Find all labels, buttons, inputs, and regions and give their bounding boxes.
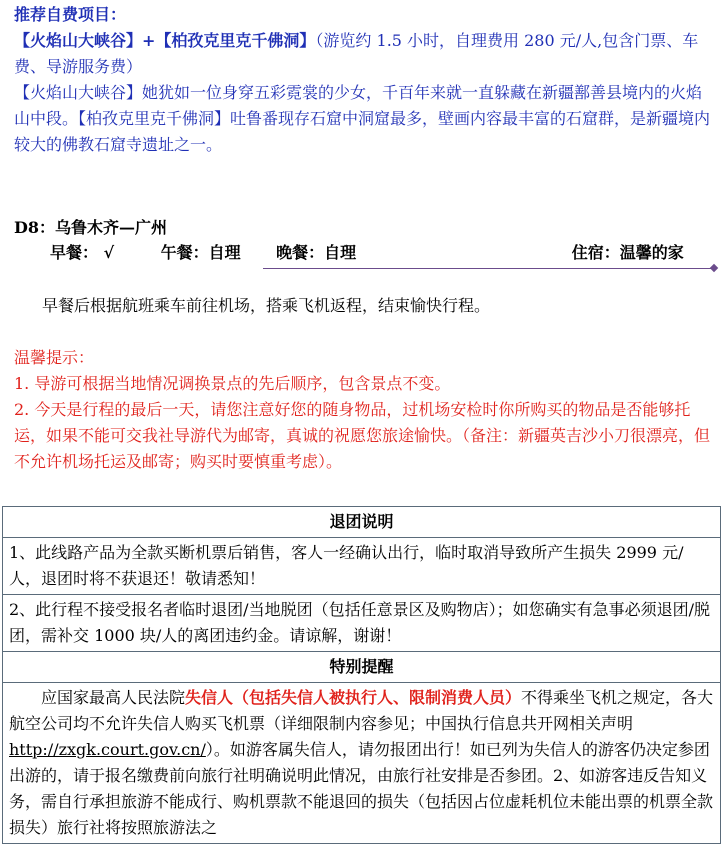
recommend-bold-title: 【火焰山大峡谷】+【柏孜克里克千佛洞】: [14, 31, 316, 50]
hotel-label: 住宿：温馨的家: [571, 243, 684, 262]
court-link[interactable]: http://zxgk.court.gov.cn/: [9, 740, 206, 759]
special-part1: 应国家最高人民法院: [41, 688, 186, 707]
recommend-desc2-name: 【柏孜克里克千佛洞】: [78, 109, 231, 128]
special-heading: 特别提醒: [3, 652, 721, 683]
day-divider: [263, 268, 713, 269]
recommend-line1-rest: （游览约 1.5 小时，自理费用 280 元/人,包含门票、车费、导游服务费）: [14, 31, 699, 76]
recommend-heading: 推荐自费项目：: [14, 5, 127, 24]
recommend-desc: [14, 80, 714, 158]
recommend-line1: [14, 28, 714, 80]
special-text: [3, 683, 721, 844]
divider-diamond-icon: [710, 264, 718, 272]
tips-item-2: 2. 今天是行程的最后一天，请您注意好您的随身物品，过机场安检时你所购买的物品是否能够托运，如果不能可交我社导游代为邮寄，真诚的祝愿您旅途愉快。（备注：新疆英吉沙小刀很漂亮，但不允许机场托运及邮寄；购买时要慎重考虑）。: [14, 400, 711, 471]
tips-item-1: 1. 导游可根据当地情况调换景点的先后顺序，包含景点不变。: [14, 374, 451, 393]
day8-meals: [50, 240, 710, 263]
day8-title: D8：乌鲁木齐—广州: [14, 218, 168, 237]
dinner-label: 晚餐：自理: [276, 243, 357, 262]
refund-item-1: 1、此线路产品为全款买断机票后销售，客人一经确认出行，临时取消导致所产生损失 2999 元/人，退团时将不获退还！敬请悉知！: [3, 538, 721, 595]
recommend-desc1-text: 她犹如一位身穿五彩霓裳的少女，千百年来就一直躲藏在新疆鄯善县境内的火焰山中段。: [14, 83, 703, 128]
refund-heading: 退团说明: [3, 507, 721, 538]
recommend-desc2-text: 吐鲁番现存石窟中洞窟最多，壁画内容最丰富的石窟群，是新疆境内较大的佛教石窟寺遗址之一。: [14, 109, 711, 154]
tips-section: [14, 345, 714, 475]
refund-item-2: 2、此行程不接受报名者临时退团/当地脱团（包括任意景区及购物店）；如您确实有急事必须退团/脱团，需补交 1000 块/人的离团违约金。请谅解，谢谢！: [3, 595, 721, 652]
tips-heading: 温馨提示：: [14, 348, 95, 367]
day8-description: 早餐后根据航班乘车前往机场，搭乘飞机返程，结束愉快行程。: [42, 296, 491, 315]
special-part2: 不得乘坐飞机之规定，各大航空公司均不允许失信人购买飞机票（详细限制内容参见；中国执行信息共开网相关声明: [9, 688, 714, 733]
special-part1-red: 失信人（包括失信人被执行人、限制消费人员）: [185, 688, 522, 707]
special-part3: ）。如游客属失信人，请勿报团出行！如已列为失信人的游客仍决定参团出游的，请于报名缴费前向旅行社明确说明此情况，由旅行社安排是否参团。2、如游客违反告知义务，需自行承担旅游不能成行、购机票款不能退回的损失（包括因占位虚耗机位未能出票的机票全款损失）旅行社将按照旅游法之: [9, 740, 714, 837]
notice-table: [2, 506, 721, 844]
breakfast-label: 早餐： √: [50, 243, 115, 262]
lunch-label: 午餐：自理: [160, 243, 241, 262]
recommend-desc1-name: 【火焰山大峡谷】: [14, 83, 143, 102]
recommend-section: [14, 2, 714, 158]
